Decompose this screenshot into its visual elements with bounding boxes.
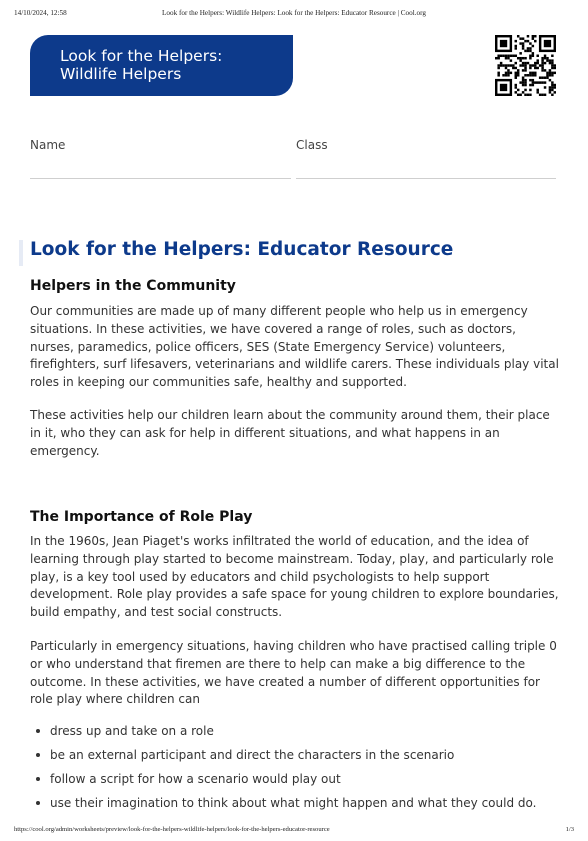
community-paragraph-2: These activities help our children learn about the community around them, their place in it, who they can ask for help in different situations, and what happens in an emergency. xyxy=(30,408,550,458)
name-field-line[interactable] xyxy=(30,178,291,179)
list-item-text: use their imagination to think about what might happen and what they could do. xyxy=(50,796,537,810)
qr-code-icon xyxy=(495,35,556,96)
roleplay-bullet-list xyxy=(30,722,560,818)
class-field-line[interactable] xyxy=(296,178,556,179)
print-url: https://cool.org/admin/worksheets/preview/look-for-the-helpers-wildlife-helpers/look-for-the-helpers-educator-resource xyxy=(14,826,330,833)
print-footer xyxy=(14,826,574,836)
list-item-text: be an external participant and direct the characters in the scenario xyxy=(50,748,455,762)
community-paragraph-1: Our communities are made up of many different people who help us in emergency situations. In these activities, we have covered a range of roles, such as doctors, nurses, paramedics, police officers, SES (State Emergency Service) volunteers, firefighters, surf lifesavers, veterinarians and wildlife carers. These individuals play vital roles in keeping our communities safe, healthy and supported. xyxy=(30,304,559,390)
list-item xyxy=(30,746,560,770)
section-accent-bar xyxy=(19,240,23,266)
banner-title-line2: Wildlife Helpers xyxy=(60,65,182,83)
class-field-label: Class xyxy=(296,138,328,152)
resource-title: Look for the Helpers: Educator Resource xyxy=(30,239,454,260)
name-field-label: Name xyxy=(30,138,66,152)
print-datetime: 14/10/2024, 12:58 xyxy=(14,9,67,17)
list-item xyxy=(30,770,560,794)
print-page-title: Look for the Helpers: Wildlife Helpers: Look for the Helpers: Educator Resource | Cool.org xyxy=(162,9,426,17)
list-item-text: dress up and take on a role xyxy=(50,724,214,738)
banner-title-line1: Look for the Helpers: xyxy=(60,47,223,65)
roleplay-paragraph-2: Particularly in emergency situations, having children who have practised calling triple 0 or who understand that firemen are there to help can make a big difference to the outcome. In these activities, we have created a number of different opportunities for role play where children can xyxy=(30,639,557,707)
bullet-icon xyxy=(36,801,40,805)
list-item-text: follow a script for how a scenario would play out xyxy=(50,772,341,786)
print-header xyxy=(14,9,574,21)
bullet-icon xyxy=(36,729,40,733)
list-item xyxy=(30,722,560,746)
bullet-icon xyxy=(36,753,40,757)
list-item xyxy=(30,794,560,818)
roleplay-paragraph-1: In the 1960s, Jean Piaget's works infiltrated the world of education, and the idea of learning through play started to become mainstream. Today, play, and particularly role play, is a key tool used by educators and child psychologists to help support development. Role play provides a safe space for young children to explore boundaries, build empathy, and test social constructs. xyxy=(30,534,559,620)
worksheet-banner xyxy=(30,35,293,96)
community-heading: Helpers in the Community xyxy=(30,278,236,294)
roleplay-heading: The Importance of Role Play xyxy=(30,509,253,525)
page-number: 1/3 xyxy=(565,826,574,833)
bullet-icon xyxy=(36,777,40,781)
